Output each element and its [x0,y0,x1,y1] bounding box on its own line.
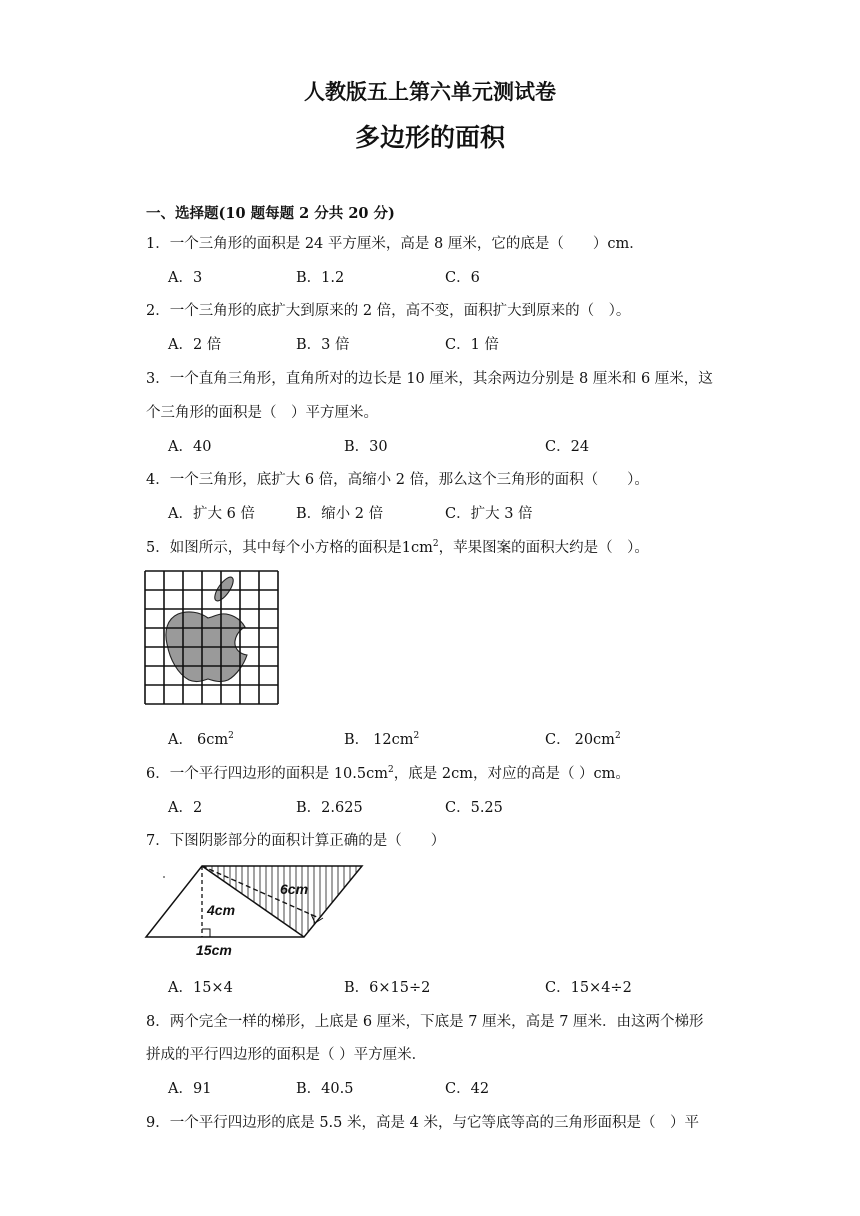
q6-option-a[interactable]: A．2 [168,800,203,816]
q8-option-a[interactable]: A．91 [168,1081,212,1097]
q3-option-a[interactable]: A．40 [168,439,212,455]
q8-option-b[interactable]: B．40.5 [296,1081,354,1097]
label-base: 15cm [196,942,232,958]
q6-option-b[interactable]: B．2.625 [296,800,363,816]
q7-option-a[interactable]: A．15×4 [168,980,233,996]
question-3-line-1: 3．一个直角三角形，直角所对的边长是 10 厘米，其余两边分别是 8 厘米和 6 厘米，这 [146,371,713,387]
q5-option-c-sup: 2 [614,731,621,742]
question-7: 7．下图阴影部分的面积计算正确的是（ ） [146,833,446,849]
q2-option-c[interactable]: C．1 倍 [445,337,499,353]
q4-option-c[interactable]: C．扩大 3 倍 [445,506,533,522]
question-4: 4．一个三角形，底扩大 6 倍，高缩小 2 倍，那么这个三角形的面积（ ）。 [146,472,649,488]
q5-text-c: ，苹果图案的面积大约是（ ）。 [438,540,649,556]
q5-option-c-label: C． [545,732,571,748]
question-3-line-2: 个三角形的面积是（ ）平方厘米。 [146,405,378,421]
q6-text-c: ，底是 2cm，对应的高是（ ）cm。 [393,766,630,782]
q6-text-a: 6．一个平行四边形的面积是 10.5cm [146,766,388,782]
q5-option-a[interactable] [168,728,234,749]
q6-option-c[interactable]: C．5.25 [445,800,503,816]
question-1: 1．一个三角形的面积是 24 平方厘米，高是 8 厘米，它的底是（ ）cm． [146,236,644,252]
question-6 [146,762,630,783]
q8-option-c[interactable]: C．42 [445,1081,490,1097]
question-9: 9．一个平行四边形的底是 5.5 米，高是 4 米，与它等底等高的三角形面积是（ ）平 [146,1115,699,1131]
q7-option-b[interactable]: B．6×15÷2 [344,980,431,996]
q5-option-a-label: A． [168,732,193,748]
q5-option-b-value: 12cm [373,732,414,748]
q2-option-a[interactable]: A．2 倍 [168,337,222,353]
q5-unit: 1cm [401,540,433,556]
question-8-line-1: 8．两个完全一样的梯形，上底是 6 厘米，下底是 7 厘米，高是 7 厘米．由这两个梯形 [146,1014,704,1030]
question-5 [146,536,649,557]
q1-option-b[interactable]: B．1.2 [296,270,345,286]
q2-option-b[interactable]: B．3 倍 [296,337,350,353]
document-title: 人教版五上第六单元测试卷 [304,79,556,104]
q7-option-c[interactable]: C．15×4÷2 [545,980,632,996]
q5-option-a-value: 6cm [196,732,229,748]
q5-unit-sup: 2 [432,539,439,550]
q3-option-b[interactable]: B．30 [344,439,388,455]
q5-option-a-sup: 2 [228,731,234,742]
document-subtitle: 多边形的面积 [354,123,505,152]
q5-option-c[interactable] [545,728,621,749]
question-2: 2．一个三角形的底扩大到原来的 2 倍，高不变，面积扩大到原来的（ ）。 [146,303,631,319]
q5-option-b-label: B． [344,732,370,748]
apple-grid-figure [144,568,282,708]
parallelogram-figure [144,860,368,960]
height-right-angle [202,929,210,937]
stray-dot [163,876,165,878]
section-heading: 一、选择题(10 题每题 2 分共 20 分) [146,205,395,222]
label-height: 4cm [207,902,236,918]
q6-unit-sup: 2 [388,765,394,776]
q5-option-c-value: 20cm [574,732,615,748]
q5-option-b[interactable] [344,728,419,749]
question-8-line-2: 拼成的平行四边形的面积是（ ）平方厘米． [146,1047,427,1063]
label-hyp: 6cm [280,881,309,897]
q4-option-b[interactable]: B．缩小 2 倍 [296,506,384,522]
q4-option-a[interactable]: A．扩大 6 倍 [168,506,255,522]
q5-option-b-sup: 2 [413,731,420,742]
q1-option-c[interactable]: C．6 [445,270,480,286]
q1-option-a[interactable]: A．3 [168,270,203,286]
q5-text-a: 5．如图所示，其中每个小方格的面积是 [146,540,402,556]
q3-option-c[interactable]: C．24 [545,439,590,455]
